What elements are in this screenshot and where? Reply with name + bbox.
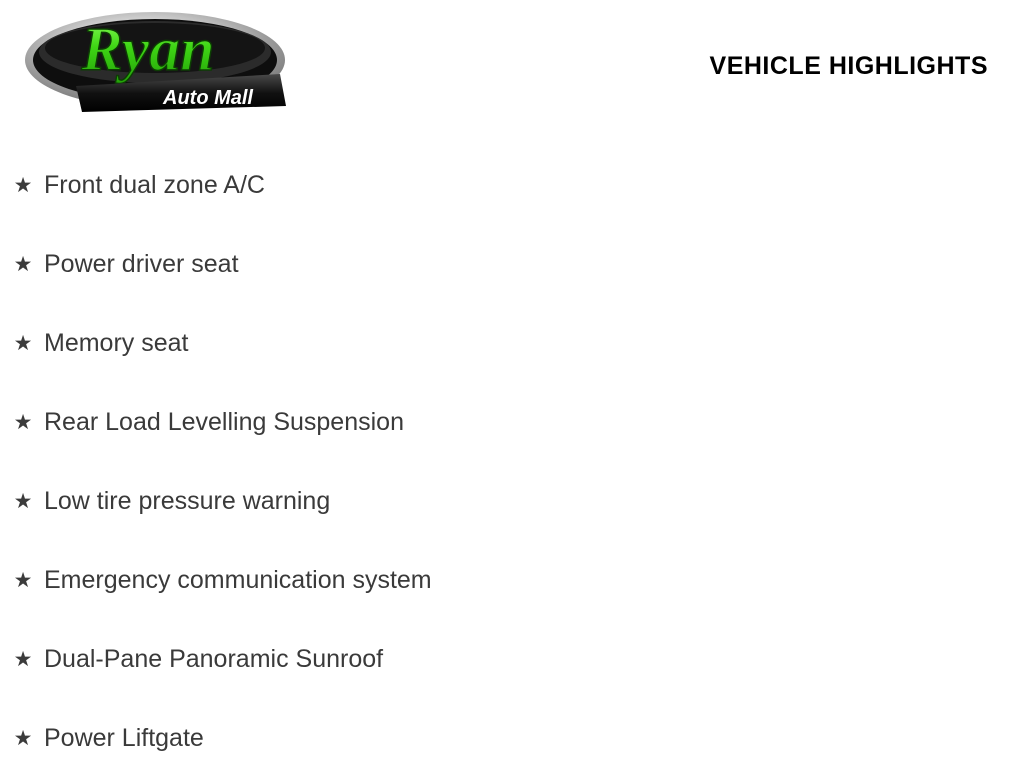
list-item-label: Power Liftgate [44,724,204,752]
star-icon: ★ [13,253,33,276]
page-header [0,0,1024,130]
list-item-label: Emergency communication system [44,566,432,594]
star-icon: ★ [13,174,33,197]
star-icon: ★ [13,411,33,434]
list-item-label: Memory seat [44,329,189,357]
list-item-label: Rear Load Levelling Suspension [44,408,404,436]
svg-text:Ryan: Ryan [81,16,215,84]
list-item [0,541,1024,620]
list-item-label: Front dual zone A/C [44,171,265,199]
star-icon: ★ [13,648,33,671]
vehicle-highlights-list [0,146,1024,778]
star-icon: ★ [13,332,33,355]
list-item [0,620,1024,699]
star-icon: ★ [13,569,33,592]
star-icon: ★ [13,727,33,750]
list-item-label: Low tire pressure warning [44,487,331,515]
list-item [0,146,1024,225]
page-title: VEHICLE HIGHLIGHTS [709,52,988,80]
ryan-auto-mall-logo [18,8,293,120]
svg-text:Auto Mall: Auto Mall [163,87,253,109]
list-item [0,699,1024,778]
list-item [0,462,1024,541]
list-item [0,225,1024,304]
star-icon: ★ [13,490,33,513]
list-item [0,304,1024,383]
list-item-label: Power driver seat [44,250,239,278]
list-item-label: Dual-Pane Panoramic Sunroof [44,645,384,673]
list-item [0,383,1024,462]
